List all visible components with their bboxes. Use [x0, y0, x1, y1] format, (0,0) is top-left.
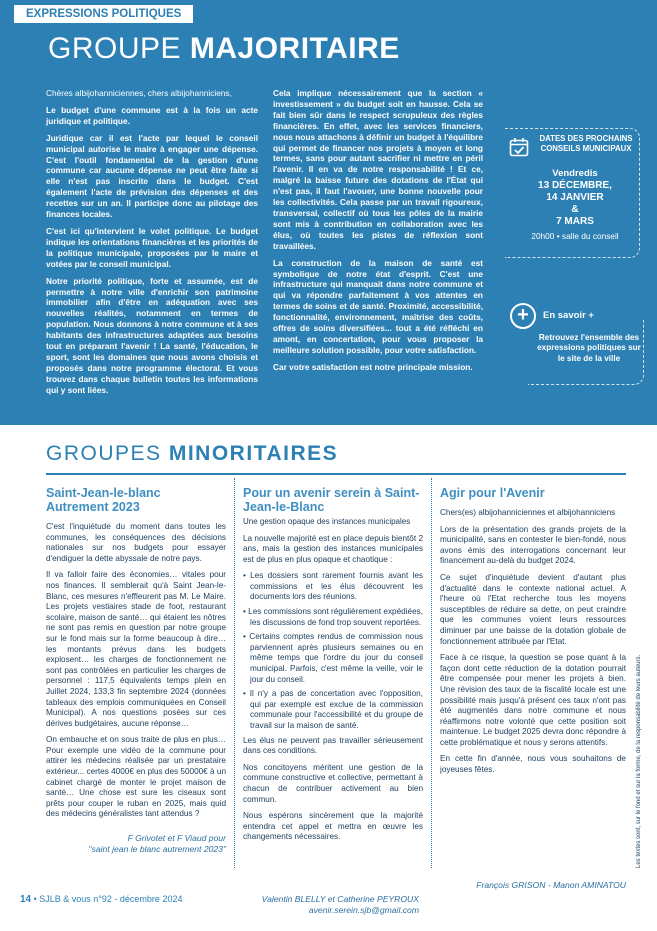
responsibility-note: Les textes sont, sur le fond et sur la forme, de la responsabilité de leurs auteurs. [636, 654, 642, 868]
email-link: avenir.serein.sjb@gmail.com [308, 904, 419, 915]
calendar-check-icon [509, 137, 529, 157]
paragraph: La nouvelle majorité est en place depuis bientôt 2 ans, mais la gestion des instances municipales est de plus en plus opaque et chaotique : [243, 533, 423, 564]
section-tag: EXPRESSIONS POLITIQUES [14, 5, 193, 23]
list-item: • Il n'y a pas de concertation avec l'opposition, qui par exemple est exclue de la commission communale pour l'accessibilité et du groupe de travail sur la maison de santé. [243, 689, 423, 730]
paragraph: Notre priorité politique, forte et assumée, est de permettre à notre ville d'enrichir son patrimoine immobilier afin d'être en adéquation avec ses nouvelles réalités, notamment en termes de population. Nous donnons à notre commune et à ses habitants des infrastructures adaptées aux besoins tout en préparant l'avenir ! La santé, l'éducation, le sport, sont les domaines que nous avons choisis et proposés dans notre programme électoral. Et vous trouvez dans chaque bulletin toutes les informations qui y sont liées. [46, 275, 258, 395]
paragraph: Nous espérons sincèrement que la majorité entendra cet appel et mettra en œuvre les changements nécessaires. [243, 811, 423, 842]
majority-column-1 [46, 88, 258, 396]
list-item: • Certains comptes rendus de commission nous parviennent après plusieurs semaines ou en même temps que l'ordre du jour du conseil municipal. Parfois, c'est même la veille, voir le jour du conseil. [243, 632, 423, 684]
paragraph: Lors de la présentation des grands projets de la municipalité, sans en contester le bien-fondé, nous avons émis des interrogations concernant leur financement au-delà du budget 2024. [440, 524, 626, 566]
paragraph: La construction de la maison de santé est symbolique de notre état d'esprit. C'est une infrastructure qui manquait dans notre commune et qui va répondre parfaitement à vos attentes en termes de soins et de santé. Proximité, accessibilité, fonctionnalité, environnement, maîtrise des coûts, offres de soins diversifiées... tout a été réfléchi en amont, en concertation, pour vous proposer la meilleure solution possible, pour votre satisfaction. [273, 257, 483, 355]
list-item: • Les dossiers sont rarement fournis avant les commissions et les élus découvrent les documents lors des réunions. [243, 571, 423, 602]
learn-more-text: Retrouvez l'ensemble des expressions politiques sur le site de la ville [537, 333, 641, 363]
minority-column-agir [440, 486, 626, 782]
greeting: Chers(es) albijohanniciennes et albijohanniciens [440, 508, 616, 517]
paragraph: Cela implique nécessairement que la section « investissement » du budget soit en hausse. Cela se fait bien sûr dans le respect scrupuleux des règles financières. En effet, avec les services financiers, nous nous attachons à définir un budget à l'équilibre qui permet de financer nos projets à moyen et long termes, sans pour autant sacrifier ni mettre en péril l'avenir. Il en va de notre responsabilité ! Et ce, malgré la baisse future des dotations de l'État qui n'est pas, il faut l'avouer, une bonne nouvelle pour les collectivités. Cela passe par un travail rigoureux, transversal, collectif où tous les pôles de la mairie sont mis à contribution en collaboration avec les élus, où toutes les pistes de réflexion sont travaillées. [273, 88, 483, 251]
council-dates: Vendredis 13 DÉCEMBRE, 14 JANVIER & 7 MARS 20h00 • salle du conseil [531, 168, 619, 241]
greeting: Chères albijohanniciennes, chers albijohanniciens, [46, 88, 232, 98]
plus-icon: + [510, 303, 536, 329]
paragraph: En cette fin d'année, nous vous souhaitons de joyeuses fêtes. [440, 754, 626, 775]
list-item: • Les commissions sont régulièrement expédiées, les discussions de fond trop souvent reportées. [243, 607, 423, 627]
learn-more-label: En savoir + [543, 310, 594, 321]
bullet-list [243, 571, 423, 731]
page-footer: 14 • SJLB & vous n°92 - décembre 2024 [20, 894, 183, 905]
minorities-title: GROUPES MINORITAIRES [46, 442, 339, 465]
paragraph: C'est ici qu'intervient le volet politique. Le budget indique les orientations financières et les priorités de la politique municipale, proposées par le maire et votées par le conseil municipal. [46, 225, 258, 269]
paragraph: Ce sujet d'inquiétude devient d'autant plus d'actualité dans le contexte national actuel. A l'heure où l'Etat recherche tous les moyens susceptibles de réduire sa dette, on peut craindre que les communes voient leurs ressources diminuer par une baisse de la dotation globale de fonctionnement attribuée par l'Etat. [440, 572, 626, 646]
column-title: Pour un avenir serein à Saint-Jean-le-Blanc [243, 486, 420, 514]
majority-section [0, 0, 657, 425]
column-subtitle: Une gestion opaque des instances municipales [243, 517, 411, 526]
minority-column-avenir-serein [243, 486, 423, 849]
paragraph: Les élus ne peuvent pas travailler sérieusement dans ces conditions. [243, 735, 423, 756]
majority-title: GROUPE MAJORITAIRE [48, 32, 400, 65]
paragraph: Car votre satisfaction est notre principale mission. [273, 361, 473, 372]
divider [46, 473, 626, 475]
council-dates-title: DATES DES PROCHAINS CONSEILS MUNICIPAUX [539, 134, 633, 153]
paragraph: C'est l'inquiétude du moment dans toutes les communes, les conséquences des décisions nationales sur nos budgets pour essayer d'endiguer la dette abyssale de notre pays. [46, 522, 226, 563]
paragraph: Il va falloir faire des économies… vitales pour nos finances. Il semblerait qu'à Saint Jean-le-Blanc, ces mesures n'effleurent pas M. Le Maire. Les projets vestiaires stade de foot, restaurant scolaire, maison de santé… qui étaient les nôtres ne sont pas remis en question par notre groupe sur le fond mais sur la forme beaucoup à dire… les montants prévus dans les budgets explosent… les charges de fonctionnement ne sont pas contrôlées en particulier les charges de personnel : 117,5 équivalents temps plein en Juillet 2024, 133,3 fin septembre 2024 (données tableaux des emplois communiquées en Conseil Municipal). A nos questions posées sur ces dérives budgétaires, aucune réponse… [46, 570, 226, 728]
paragraph: On embauche et on sous traite de plus en plus… Pour exemple une vidéo de la commune pour attirer les médecins réalisée par un prestataire extérieur... certes 4000€ en plus des 50000€ à un cabinet chargé de monter le projet maison de santé… Une chose est sure les ciseaux sont prêts pour couper le ruban en 2025, mais quid des médecins généralistes tant attendus ? [46, 735, 226, 819]
signature: Valentin BLELLY et Catherine PEYROUX avenir.serein.sjb@gmail.com [233, 894, 419, 915]
paragraph: Le budget d'une commune est à la fois un acte juridique et politique. [46, 104, 258, 126]
majority-column-2 [273, 88, 483, 373]
paragraph: Juridique car il est l'acte par lequel le conseil municipal autorise le maire à engager une dépense. C'est l'outil fondamental de la gestion d'une commune car aucune dépense ne peut être faite si elle n'est pas inscrite dans le budget. C'est également l'acte de prévision des dépenses et des recettes sur un an. Il participe donc au pilotage des finances locales. [46, 132, 258, 220]
minority-column-autrement [46, 486, 226, 826]
signature: F Grivotet et F Viaud pour "saint jean le blanc autrement 2023" [88, 833, 226, 854]
column-separator [234, 478, 235, 868]
signature: François GRISON - Manon AMINATOU [476, 880, 626, 890]
column-title: Saint-Jean-le-blanc Autrement 2023 [46, 486, 161, 514]
paragraph: Nos concitoyens méritent une gestion de la commune constructive et collective, permettant à chacun de contribuer activement au bien commun. [243, 762, 423, 804]
page-number: 14 [20, 894, 32, 905]
paragraph: Face à ce risque, la question se pose quant à la façon dont cette réduction de la dotation pourrait être compensée pour mener les projets à bien. Une révision des taux de la fiscalité locale est une possibilité mais jusqu'à présent ces taux n'ont pas été augmentés dans notre commune et nous réaffirmons notre volonté que cette position soit maintenue. Le budget 2025 devra donc répondre à cette problématique et nous y serons attentifs. [440, 653, 626, 747]
column-separator [431, 478, 432, 868]
column-title: Agir pour l'Avenir [440, 486, 545, 500]
